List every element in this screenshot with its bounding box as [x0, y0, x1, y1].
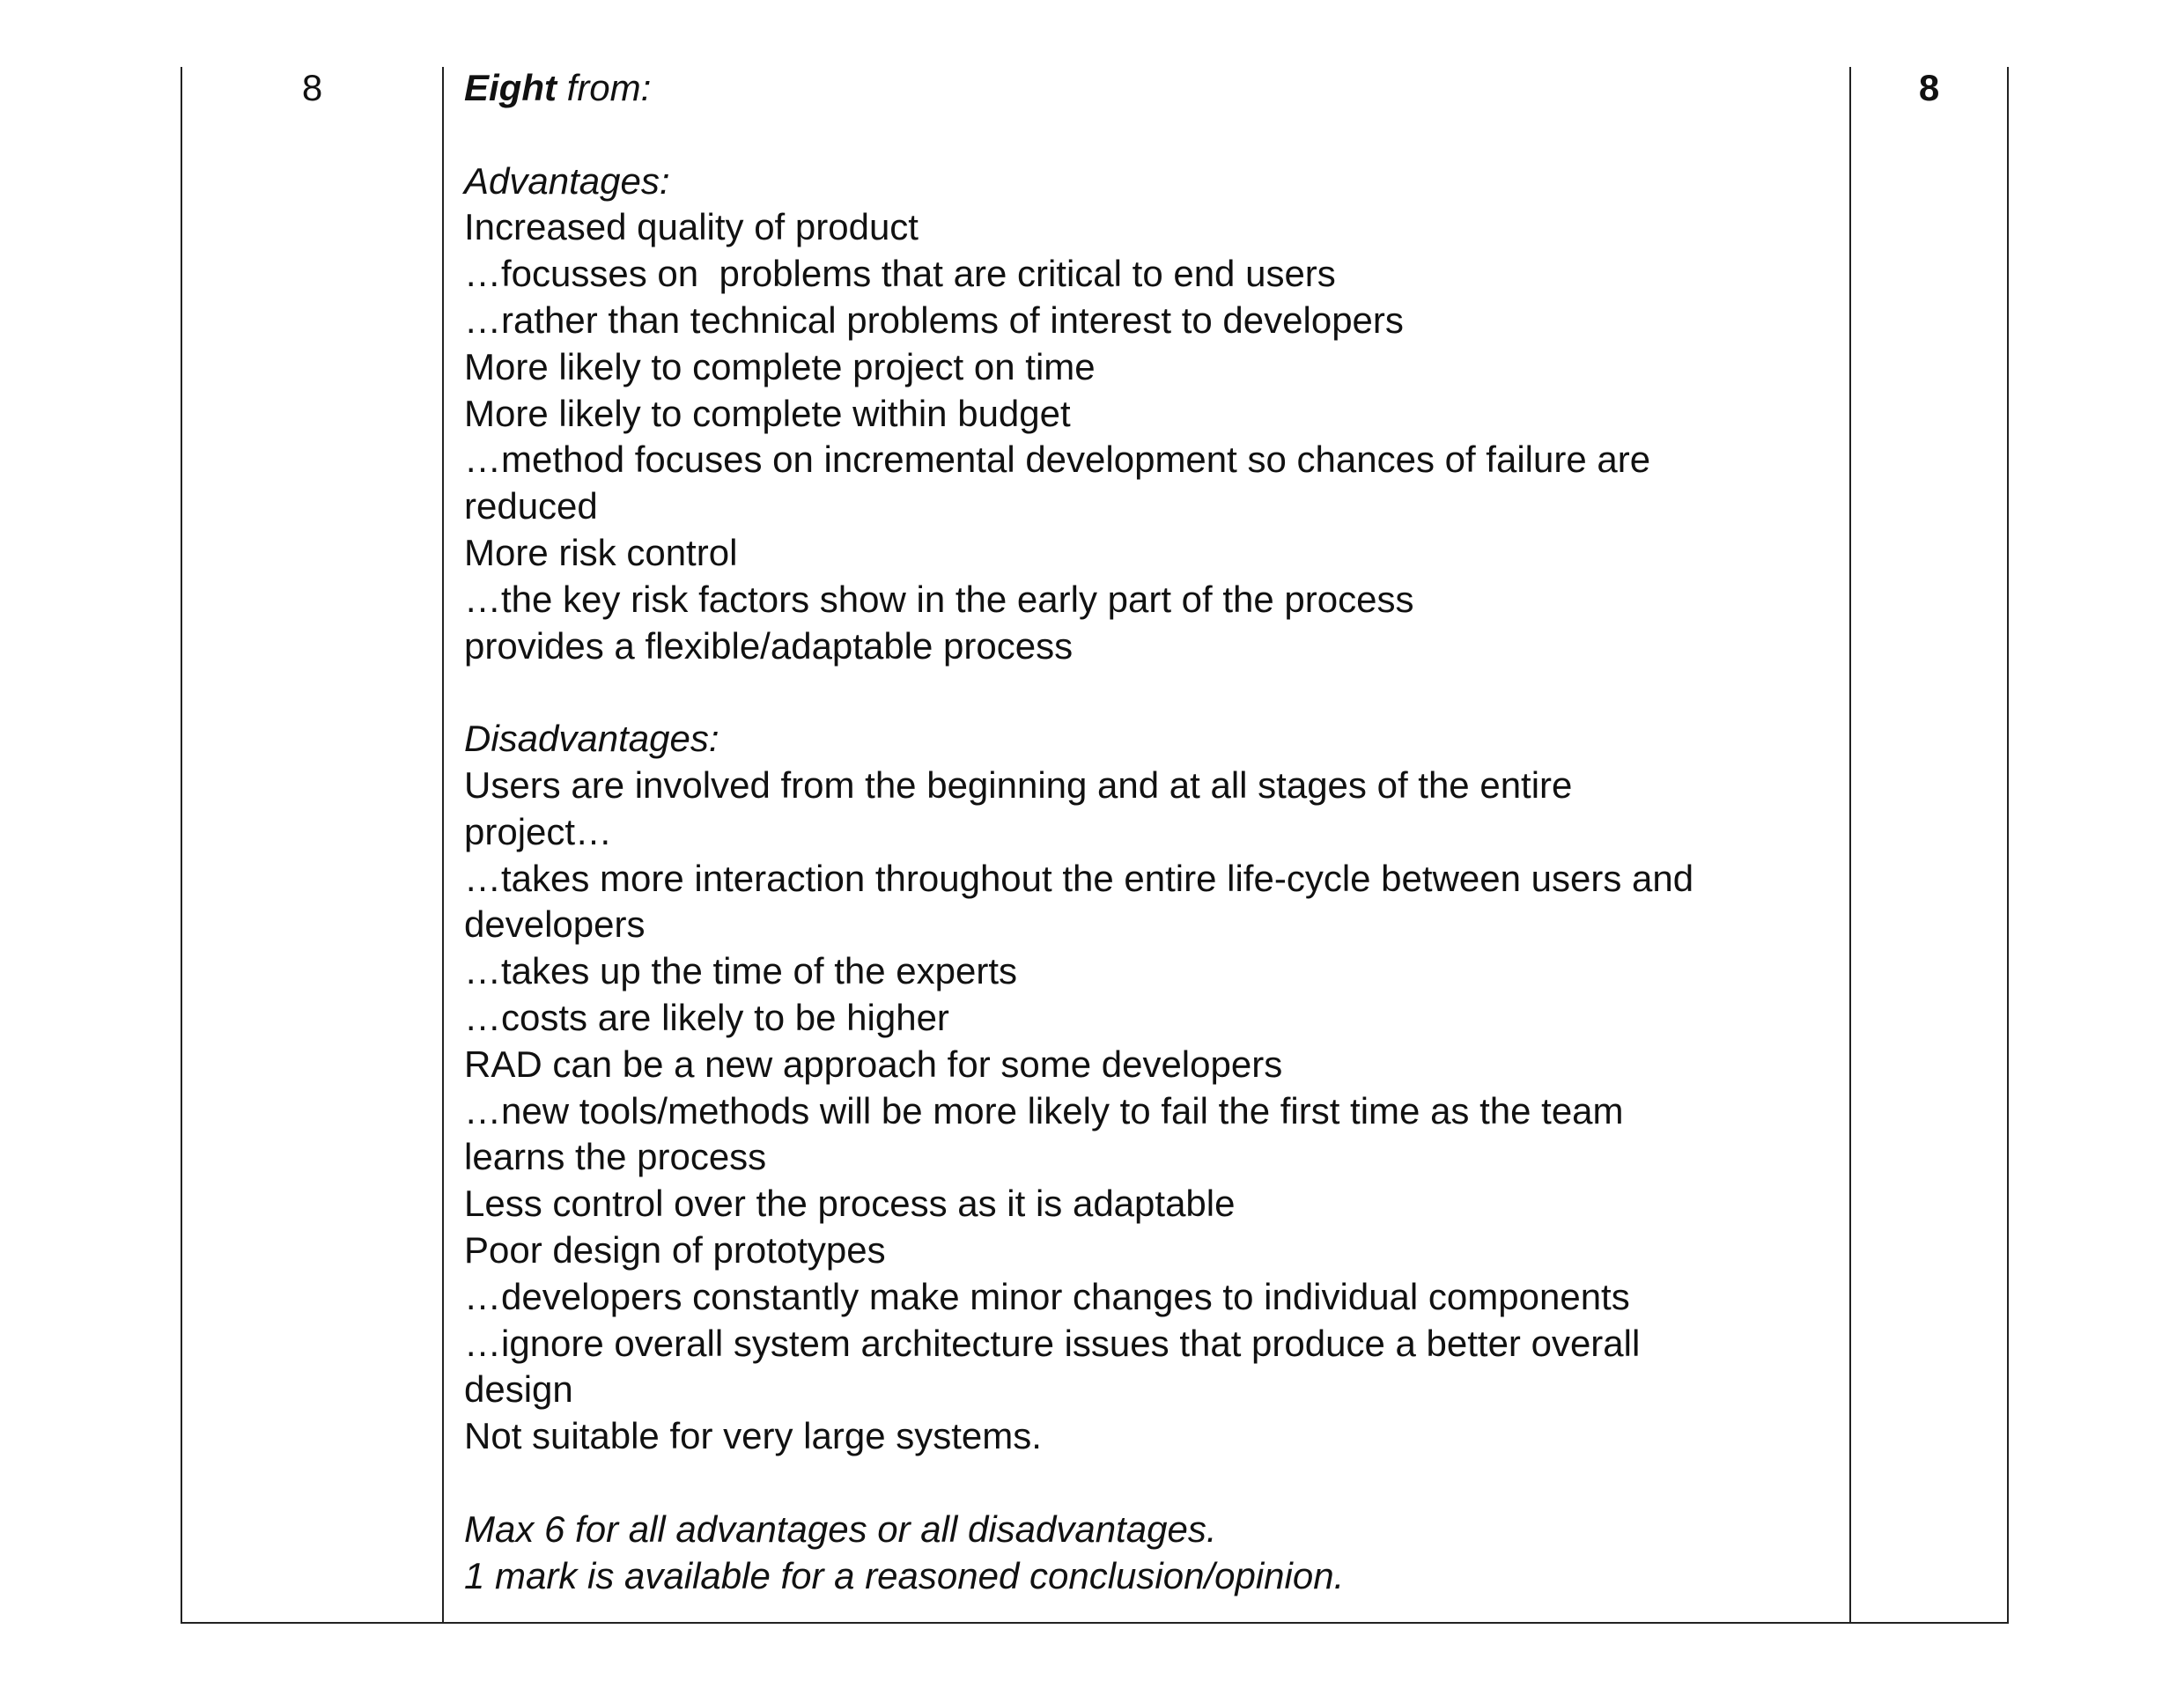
marks-value: 8 [1918, 67, 1940, 108]
answer-intro [464, 65, 1838, 112]
answer-cell [464, 65, 1838, 1599]
list-item: developers [464, 903, 646, 946]
list-item: …the key risk factors show in the early part of the process [464, 578, 1414, 620]
list-item: provides a flexible/adaptable process [464, 624, 1074, 667]
list-item: …new tools/methods will be more likely to fail the first time as the team [464, 1089, 1624, 1131]
spacer [464, 1460, 1838, 1507]
list-item: More likely to complete project on time [464, 345, 1096, 387]
list-item: More risk control [464, 531, 738, 573]
list-item: design [464, 1368, 573, 1411]
list-item: …takes up the time of the experts [464, 950, 1017, 992]
list-item: reduced [464, 485, 598, 527]
intro-rest: from: [556, 67, 652, 108]
disadvantages-heading: Disadvantages: [464, 718, 719, 760]
list-item: Poor design of prototypes [464, 1228, 886, 1271]
table-border-left [181, 67, 182, 1624]
advantages-list [464, 204, 1838, 669]
advantages-heading: Advantages: [464, 159, 670, 202]
list-item: project… [464, 810, 613, 852]
list-item: Increased quality of product [464, 206, 919, 248]
list-item: RAD can be a new approach for some developers [464, 1043, 1283, 1085]
list-item: …developers constantly make minor changes to individual components [464, 1275, 1630, 1317]
question-number: 8 [301, 67, 323, 108]
table-divider-marks [1849, 67, 1851, 1624]
table-border-right [2007, 67, 2009, 1624]
spacer [464, 112, 1838, 158]
list-item: …costs are likely to be higher [464, 996, 949, 1038]
list-item: …takes more interaction throughout the entire life-cycle between users and [464, 857, 1694, 899]
list-item: …ignore overall system architecture issues that produce a better overall [464, 1322, 1641, 1364]
spacer [464, 669, 1838, 716]
list-item: …rather than technical problems of interest to developers [464, 299, 1404, 341]
note-max-marks: Max 6 for all advantages or all disadvantages. [464, 1507, 1217, 1550]
table-divider-question [442, 67, 444, 1624]
intro-bold: Eight [464, 67, 557, 108]
list-item: learns the process [464, 1136, 767, 1178]
list-item: Users are involved from the beginning and at all stages of the entire [464, 763, 1573, 806]
table-border-bottom [181, 1622, 2009, 1624]
disadvantages-list [464, 763, 1838, 1460]
list-item: …focusses on problems that are critical to end users [464, 253, 1336, 295]
list-item: More likely to complete within budget [464, 392, 1071, 434]
list-item: Less control over the process as it is adaptable [464, 1183, 1236, 1225]
list-item: …method focuses on incremental development so chances of failure are [464, 439, 1651, 481]
note-conclusion: 1 mark is available for a reasoned conclusion/opinion. [464, 1554, 1345, 1596]
list-item: Not suitable for very large systems. [464, 1415, 1042, 1457]
